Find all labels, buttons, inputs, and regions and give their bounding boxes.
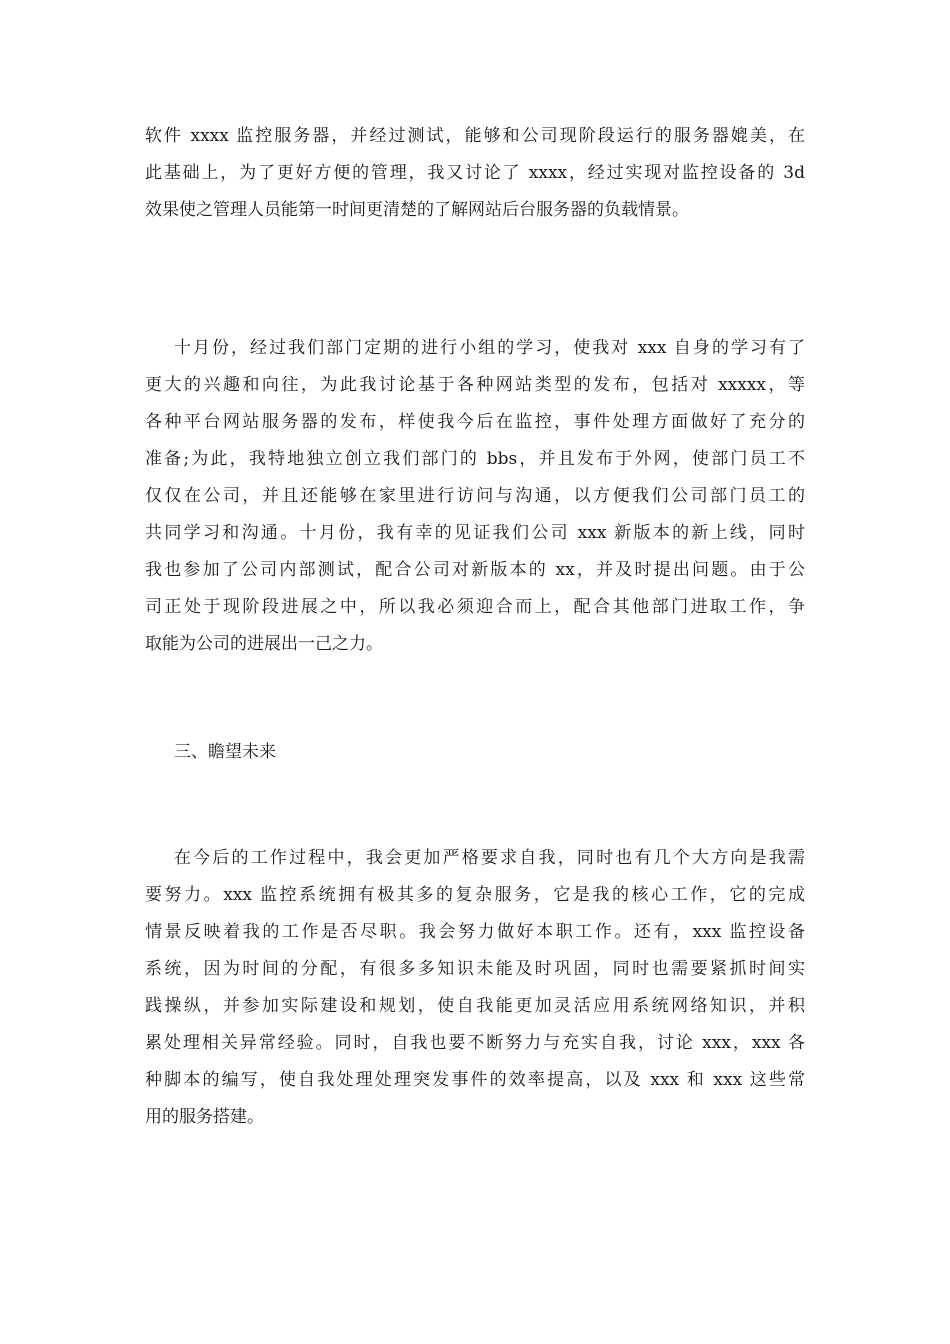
paragraph-2-line-7: 我也参加了公司内部测试，配合公司对新版本的 xx，并及时提出问题。由于公 [145, 560, 805, 580]
paragraph-2-line-9: 取能为公司的进展出一己之力。 [145, 634, 383, 654]
paragraph-1-line-2: 此基础上，为了更好方便的管理，我又讨论了 xxxx，经过实现对监控设备的 3d [145, 163, 805, 183]
paragraph-2-line-3: 各种平台网站服务器的发布，样使我今后在监控，事件处理方面做好了充分的 [145, 412, 805, 432]
paragraph-2-line-8: 司正处于现阶段进展之中，所以我必须迎合而上，配合其他部门进取工作，争 [145, 597, 805, 617]
paragraph-3-line-1: 在今后的工作过程中，我会更加严格要求自我，同时也有几个大方向是我需 [174, 848, 805, 868]
paragraph-3-line-5: 践操纵，并参加实际建设和规划，使自我能更加灵活应用系统网络知识，并积 [145, 996, 805, 1016]
paragraph-1-line-1: 软件 xxxx 监控服务器，并经过测试，能够和公司现阶段运行的服务器媲美，在 [145, 126, 805, 146]
paragraph-3-line-3: 情景反映着我的工作是否尽职。我会努力做好本职工作。还有，xxx 监控设备 [145, 922, 805, 942]
paragraph-2-line-5: 仅仅在公司，并且还能够在家里进行访问与沟通，以方便我们公司部门员工的 [145, 486, 805, 506]
paragraph-3-line-6: 累处理相关异常经验。同时，自我也要不断努力与充实自我，讨论 xxx，xxx 各 [145, 1033, 805, 1053]
paragraph-2-line-1: 十月份，经过我们部门定期的进行小组的学习，使我对 xxx 自身的学习有了 [174, 338, 805, 358]
paragraph-3-line-8: 用的服务搭建。 [145, 1107, 264, 1127]
paragraph-1-line-3: 效果使之管理人员能第一时间更清楚的了解网站后台服务器的负载情景。 [145, 200, 689, 220]
paragraph-2-line-2: 更大的兴趣和向往，为此我讨论基于各种网站类型的发布，包括对 xxxxx，等 [145, 375, 805, 395]
paragraph-3-line-4: 系统，因为时间的分配，有很多多知识未能及时巩固，同时也需要紧抓时间实 [145, 959, 805, 979]
section-heading: 三、瞻望未来 [174, 742, 276, 762]
paragraph-2-line-6: 共同学习和沟通。十月份，我有幸的见证我们公司 xxx 新版本的新上线，同时 [145, 523, 805, 543]
paragraph-3-line-2: 要努力。xxx 监控系统拥有极其多的复杂服务，它是我的核心工作，它的完成 [145, 885, 805, 905]
paragraph-2-line-4: 准备;为此，我特地独立创立我们部门的 bbs，并且发布于外网，使部门员工不 [145, 449, 805, 469]
paragraph-3-line-7: 种脚本的编写，使自我处理处理突发事件的效率提高，以及 xxx 和 xxx 这些常 [145, 1070, 805, 1090]
